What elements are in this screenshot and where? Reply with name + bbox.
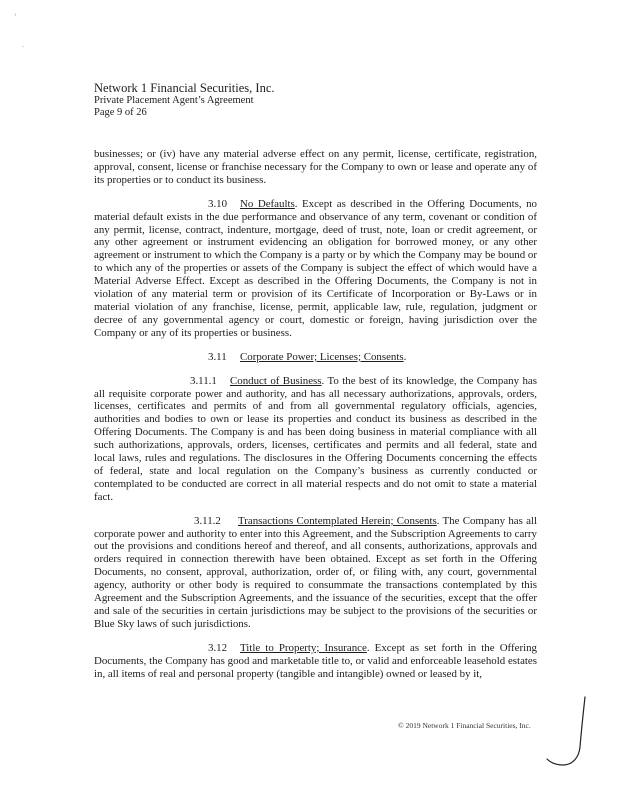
section-title: No Defaults <box>240 197 295 210</box>
section-number: 3.12 <box>208 641 228 654</box>
section-3-12 <box>94 642 537 681</box>
section-number: 3.11 <box>208 350 227 363</box>
company-name: Network 1 Financial Securities, Inc. <box>94 81 275 95</box>
section-3-11: 3.11 Corporate Power; Licenses; Consents. <box>208 350 407 363</box>
section-3-10 <box>94 198 537 340</box>
section-number: 3.11.1 <box>190 374 217 387</box>
page-number: Page 9 of 26 <box>94 107 147 118</box>
paragraph-continuation: businesses; or (iv) have any material adverse effect on any permit, license, certificate, registration, approval, consent, license or franchise necessary for the Company to own or lease and operate any of its properties or to conduct its business. <box>94 148 537 186</box>
section-title: Transactions Contemplated Herein; Consents <box>238 514 437 527</box>
section-title: Corporate Power; Licenses; Consents <box>240 350 404 363</box>
section-text: . Except as described in the Offering Documents, no material default exists in the due performance and observance of any term, covenant or condition of any permit, license, contract, indenture, mortgage, deed of trust, note, loan or credit agreement, or any other agreement or instrument evidencing an obligation for borrowed money, or any other agreement or instrument to which the Company is a party or by which the Company may be bound or to which any of the properties or assets of the Company is subject the effect of which would have a Material Adverse Effect. Except as described in the Offering Documents, the Company is not in violation of any material term or provision of its Certificate of Incorporation or By-Laws or in material violation of any franchise, license, permit, applicable law, rule, regulation, judgment or decree of any governmental agency or court, domestic or foreign, having jurisdiction over the Company or any of its properties or business. <box>94 197 537 339</box>
document-title: Private Placement Agent’s Agreement <box>94 95 254 106</box>
section-text: . Except as set forth in the Offering Documents, the Company has good and marketable title to, or valid and enforceable leasehold estates in, all items of real and personal property (tangible and intangible) owned or leased by it, <box>94 641 537 680</box>
section-number: 3.11.2 <box>194 514 221 527</box>
page-header <box>94 82 275 119</box>
section-3-11-2 <box>94 515 537 631</box>
scan-mark: . <box>22 40 24 49</box>
initials-signature <box>545 695 590 775</box>
section-text: . To the best of its knowledge, the Company has all requisite corporate power and authority, and has all necessary authorizations, approvals, orders, licenses, certificates and permits of and from all governmental regulatory officials, agencies, authorities and bodies to own or lease its properties and conduct its business as described in the Offering Documents. The Company is and has been doing business in material compliance with all such authorizations, approvals, orders, licenses, certificates and permits and all federal, state and local laws, rules and regulations. The disclosures in the Offering Documents concerning the effects of federal, state and local regulation on the Company’s business as currently conducted or contemplated to be conducted are correct in all material respects and do not omit to state a material fact. <box>94 374 537 503</box>
scan-mark: ‘ <box>14 12 17 21</box>
copyright-footer: © 2019 Network 1 Financial Securities, Inc. <box>398 721 531 730</box>
document-body <box>94 148 537 681</box>
section-title: Conduct of Business <box>230 374 322 387</box>
section-title: Title to Property; Insurance <box>240 641 367 654</box>
section-text: . The Company has all corporate power and authority to enter into this Agreement, and the Subscription Agreements to carry out the provisions and conditions hereof and thereof, and all consents, authorizations, approvals and orders required in connection therewith have been obtained. Except as set forth in the Offering Documents, no consent, approval, authorization, order of, or filing with, any court, governmental agency, authority or other body is required to consummate the transactions contemplated by this Agreement and the Subscription Agreements, and the issuance of the securities, except that the offer and sale of the securities in certain jurisdictions may be subject to the provisions of the securities or Blue Sky laws of such jurisdictions. <box>94 514 537 630</box>
section-3-11-1 <box>94 375 537 504</box>
section-number: 3.10 <box>208 197 228 210</box>
